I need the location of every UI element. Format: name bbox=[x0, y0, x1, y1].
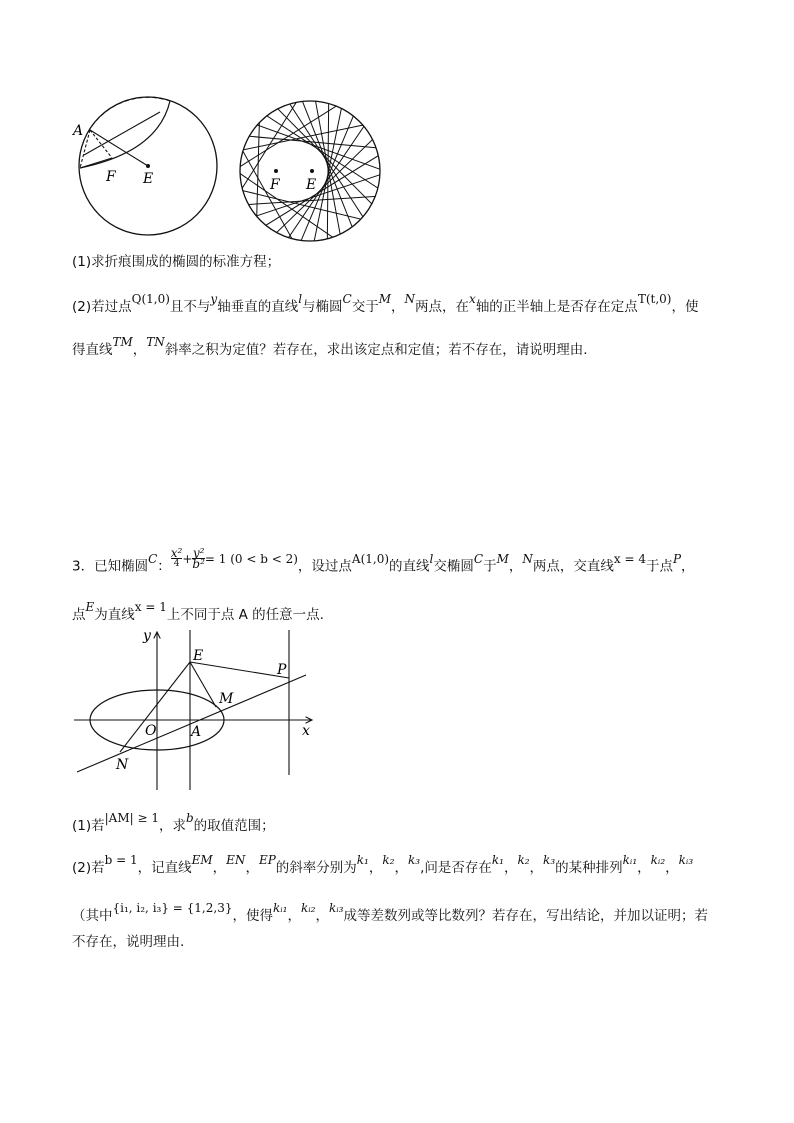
text: 的直线 bbox=[389, 558, 430, 575]
k3: k₃ bbox=[543, 853, 556, 867]
q3-sub1 bbox=[72, 811, 275, 836]
var-m: M bbox=[496, 551, 509, 566]
text: 斜率之积为定值？若存在，求出该定点和定值；若不存在，请说明理由. bbox=[164, 342, 588, 358]
var-c: C bbox=[148, 551, 158, 566]
var-n: N bbox=[404, 292, 416, 306]
text: 且不与 bbox=[169, 299, 211, 315]
text: 上不同于点 A 的任意一点. bbox=[166, 607, 324, 623]
text: （其中 bbox=[72, 908, 113, 924]
text: (2)若过点 bbox=[72, 299, 132, 315]
q3-sub2-line1: (2)若b = 1，记直线EM，EN，EP的斜率分别为k₁，k₂，k₃,问是否存在k₁，k₂，k₃的某种排列kᵢ₁，kᵢ₂，kᵢ₃ bbox=[72, 853, 694, 876]
text: ，使 bbox=[671, 299, 699, 315]
index-set: {i₁, i₂, i₃} = {1,2,3} bbox=[112, 901, 233, 915]
ki1: kᵢ₁ bbox=[622, 853, 638, 867]
text: 的某种排列 bbox=[555, 860, 623, 876]
var-b: b bbox=[185, 811, 194, 825]
point-a: A(1,0) bbox=[351, 551, 390, 566]
line-tm: TM bbox=[112, 335, 133, 349]
k1: k₁ bbox=[356, 853, 369, 867]
plus: + bbox=[182, 551, 193, 566]
var-l: l bbox=[298, 292, 303, 306]
line-em: EM bbox=[191, 853, 213, 867]
frac-y: $\frac{\text{y²}}{\text{b²}}$ bbox=[192, 546, 205, 571]
text: ,问是否存在 bbox=[420, 860, 492, 876]
text: ： bbox=[157, 558, 171, 575]
ki3: kᵢ₃ bbox=[678, 853, 694, 867]
text: ， bbox=[508, 558, 523, 575]
label-f: F bbox=[106, 169, 116, 185]
label-p: P bbox=[277, 662, 287, 678]
line-x4: x = 4 bbox=[613, 551, 646, 566]
segment-ep bbox=[190, 662, 289, 678]
label-o: O bbox=[145, 723, 157, 739]
ki1: kᵢ₁ bbox=[272, 901, 288, 915]
label-e: E bbox=[143, 171, 154, 187]
k2: k₂ bbox=[517, 853, 530, 867]
label-x: x bbox=[302, 723, 310, 739]
var-n: N bbox=[522, 551, 533, 566]
var-p: P bbox=[672, 551, 682, 566]
text: 两点，交直线 bbox=[532, 558, 614, 575]
q3-sub2-line3: 不存在，说明理由. bbox=[72, 934, 185, 950]
equation-rest: = 1 (0 < b < 2) bbox=[204, 551, 298, 566]
var-m: M bbox=[378, 292, 392, 306]
var-l: l bbox=[429, 551, 434, 566]
text: ，求 bbox=[158, 818, 186, 834]
ki3: kᵢ₃ bbox=[328, 901, 344, 915]
ki2: kᵢ₂ bbox=[650, 853, 666, 867]
var-x: x bbox=[469, 292, 476, 306]
frac-x: $\frac{\text{x²}}{4}$ bbox=[170, 546, 183, 569]
text: ， bbox=[391, 299, 405, 315]
q3-sub2-line2: （其中{i₁, i₂, i₃} = {1,2,3}，使得kᵢ₁，kᵢ₂，kᵢ₃成等差数列或等比数列？若存在，写出结论，并加以证明；若 bbox=[72, 901, 708, 924]
text: ， bbox=[132, 342, 147, 358]
text: 轴垂直的直线 bbox=[217, 299, 299, 315]
text: ， bbox=[245, 860, 259, 876]
text: 交椭圆 bbox=[433, 558, 474, 575]
b-equals-1: b = 1 bbox=[104, 853, 138, 867]
text: 3．已知椭圆 bbox=[72, 558, 149, 575]
k1: k₁ bbox=[491, 853, 504, 867]
text: 交于 bbox=[351, 299, 379, 315]
text: 成等差数列或等比数列？若存在，写出结论，并加以证明；若 bbox=[343, 908, 708, 924]
line-ep: EP bbox=[258, 853, 276, 867]
text: 的斜率分别为 bbox=[275, 860, 357, 876]
text: ，记直线 bbox=[137, 860, 192, 876]
text: (2)若 bbox=[72, 860, 105, 876]
text: ， bbox=[212, 860, 227, 876]
var-c: C bbox=[473, 551, 484, 566]
label-y: y bbox=[143, 628, 151, 644]
k2: k₂ bbox=[382, 853, 395, 867]
line-tn: TN bbox=[146, 335, 165, 349]
condition: |AM| ≥ 1 bbox=[104, 811, 159, 825]
label-e: E bbox=[193, 648, 204, 664]
text: ，使得 bbox=[232, 908, 273, 924]
text: 与椭圆 bbox=[302, 299, 343, 315]
point-t: T(t,0) bbox=[637, 292, 672, 306]
text: (1)若 bbox=[72, 818, 105, 834]
text: 得直线 bbox=[72, 342, 113, 358]
text: 的取值范围； bbox=[193, 818, 275, 834]
label-n: N bbox=[116, 757, 129, 773]
line-x1: x = 1 bbox=[134, 600, 167, 614]
q2-part1: (1)求折痕围成的椭圆的标准方程； bbox=[72, 254, 281, 270]
label-a: A bbox=[73, 123, 84, 139]
text: 轴的正半轴上是否存在定点 bbox=[475, 299, 638, 315]
text: ， bbox=[681, 558, 695, 575]
label-m: M bbox=[219, 691, 234, 707]
point-q: Q(1,0) bbox=[131, 292, 170, 306]
var-c: C bbox=[342, 292, 352, 306]
text: 点 bbox=[72, 607, 86, 623]
label-f2: F bbox=[270, 177, 280, 193]
label-e2: E bbox=[306, 177, 317, 193]
text: 于点 bbox=[645, 558, 673, 575]
text: ，设过点 bbox=[297, 558, 352, 575]
label-a: A bbox=[191, 724, 202, 740]
line-en: EN bbox=[226, 853, 246, 867]
text: 为直线 bbox=[94, 607, 135, 623]
segment-em bbox=[190, 662, 216, 707]
k3: k₃ bbox=[407, 853, 421, 867]
var-e: E bbox=[85, 600, 95, 614]
ki2: kᵢ₂ bbox=[300, 901, 316, 915]
var-y: y bbox=[210, 292, 218, 306]
text: 于 bbox=[483, 558, 497, 575]
text: 两点，在 bbox=[415, 299, 470, 315]
